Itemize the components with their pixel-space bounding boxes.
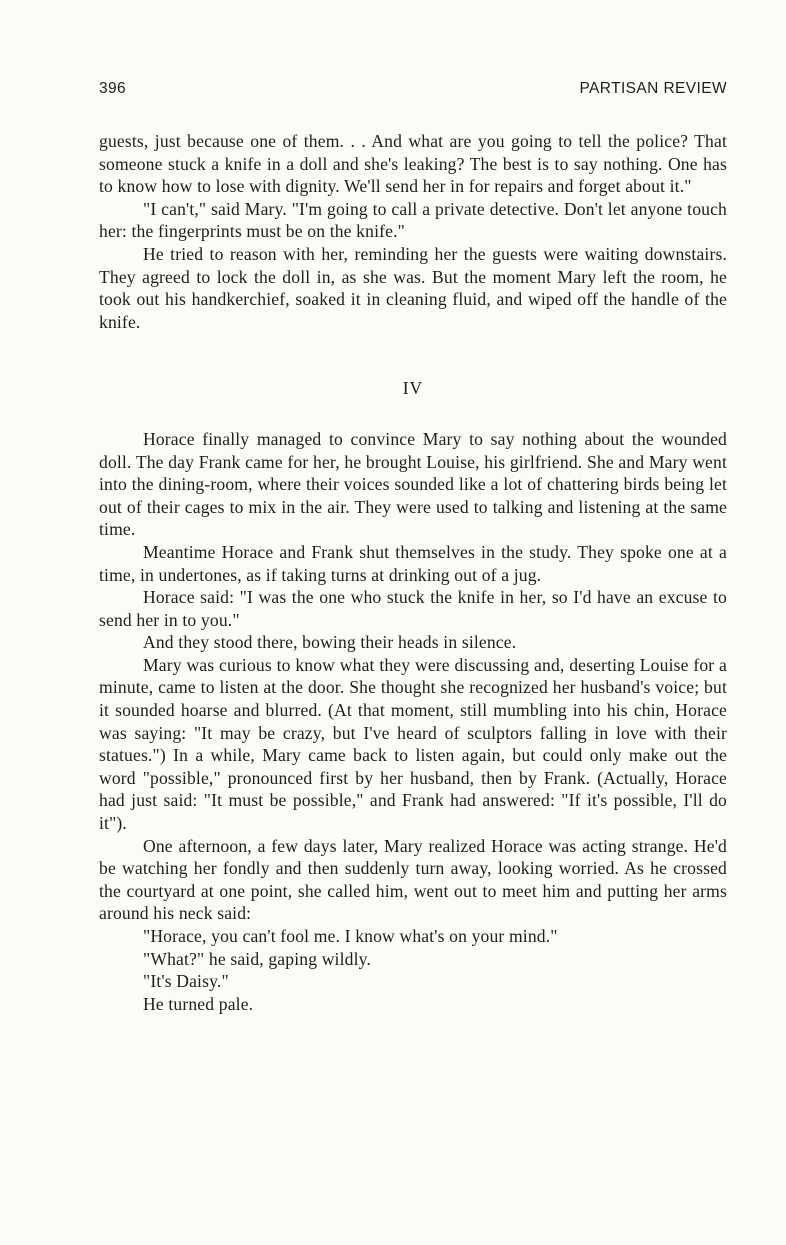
body-text (99, 130, 727, 1015)
page-header (99, 80, 727, 102)
paragraph: He tried to reason with her, reminding her the guests were waiting downstairs. They agreed to lock the doll in, as she was. But the moment Mary left the room, he took out his handkerchief, soaked it in cleaning fluid, and wiped off the handle of the knife. (99, 243, 727, 332)
paragraph: Horace said: "I was the one who stuck the knife in her, so I'd have an excuse to send her in to you." (99, 587, 727, 630)
section-heading: IV (402, 378, 424, 399)
paragraph: "What?" he said, gaping wildly. (143, 948, 371, 969)
paragraph: And they stood there, bowing their heads in silence. (143, 632, 517, 653)
paragraph: One afternoon, a few days later, Mary realized Horace was acting strange. He'd be watching her fondly and then suddenly turn away, looking worried. As he crossed the courtyard at one point, she called him, went out to meet him and putting her arms around his neck said: (99, 835, 727, 924)
paragraph: Horace finally managed to convince Mary to say nothing about the wounded doll. The day Frank came for her, he brought Louise, his girlfriend. She and Mary went into the dining-room, where their voices sounded like a lot of chattering birds being let out of their cages to mix in the air. They were used to talking and listening at the same time. (99, 428, 727, 540)
paragraph: He turned pale. (143, 993, 254, 1014)
paragraph: Meantime Horace and Frank shut themselves in the study. They spoke one at a time, in undertones, as if taking turns at drinking out of a jug. (99, 541, 727, 585)
paragraph: "I can't," said Mary. "I'm going to call a private detective. Don't let anyone touch her: the fingerprints must be on the knife." (99, 198, 727, 242)
page-number: 396 (99, 80, 127, 97)
paragraph: "Horace, you can't fool me. I know what's on your mind." (143, 926, 558, 946)
paragraph: Mary was curious to know what they were discussing and, deserting Louise for a minute, came to listen at the door. She thought she recognized her husband's voice; but it sounded hoarse and blurred. (At that moment, still mumbling into his chin, Horace was saying: "It may be crazy, but I've heard of sculptors falling in love with their statues.") In a while, Mary came back to listen again, but could only make out the word "possible," pronounced first by her husband, then by Frank. (Actually, Horace had just said: "It must be possible," and Frank had answered: "If it's possible, I'll do it"). (99, 654, 727, 834)
paragraph: guests, just because one of them. . . And what are you going to tell the police? That someone stuck a knife in a doll and she's leaking? The best is to say nothing. One has to know how to lose with dignity. We'll send her in for repairs and forget about it." (99, 131, 727, 197)
paragraph: "It's Daisy." (143, 971, 229, 992)
running-head: PARTISAN REVIEW (579, 80, 727, 97)
